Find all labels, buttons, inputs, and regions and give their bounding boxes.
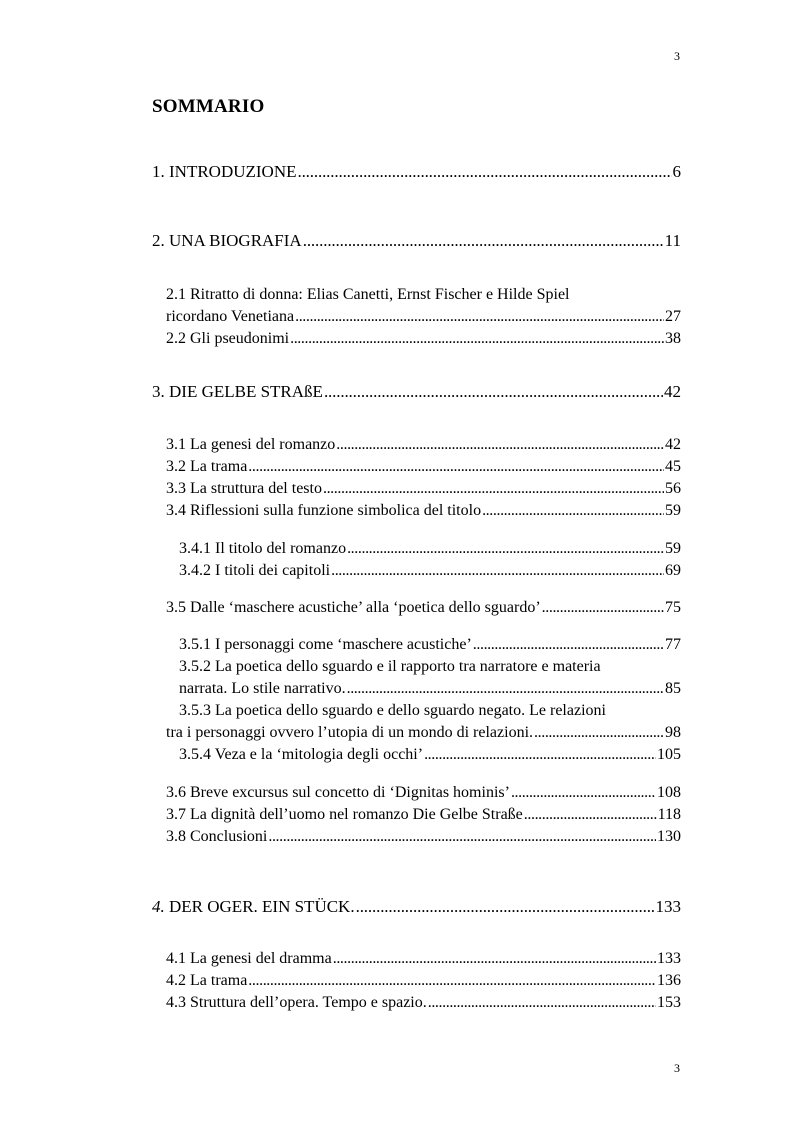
toc-entry[interactable] (179, 656, 681, 678)
toc-leader-dots (248, 970, 656, 992)
toc-entry-continuation[interactable] (166, 722, 681, 744)
toc-entry-label: 3.7 La dignità dell’uomo nel romanzo Die Gelbe Straße (166, 806, 523, 823)
toc-entry-page: 27 (665, 308, 681, 325)
toc-entry[interactable] (152, 381, 681, 403)
toc-leader-dots (542, 597, 664, 619)
toc-entry-label: 4.2 La trama (166, 972, 248, 989)
toc-leader-dots (323, 478, 664, 500)
page-number-bottom: 3 (674, 1061, 680, 1075)
toc-leader-dots (248, 456, 664, 478)
toc-entry-page: 130 (657, 828, 681, 845)
toc-leader-dots (524, 804, 657, 826)
toc-leader-dots (473, 634, 664, 656)
toc-leader-dots (333, 948, 656, 970)
toc-entry-label: tra i personaggi ovvero l’utopia di un mondo di relazioni. (166, 724, 534, 741)
toc-entry-label: 3.5.4 Veza e la ‘mitologia degli occhi’ (179, 746, 424, 763)
toc-entry[interactable] (166, 826, 681, 848)
toc-entry-label: 3.5.3 La poetica dello sguardo e dello sguardo negato. Le relazioni (179, 702, 606, 719)
toc-entry[interactable] (166, 948, 681, 970)
toc-entry[interactable] (166, 992, 681, 1014)
toc-entry-page: 69 (665, 562, 681, 579)
toc-entry[interactable] (152, 161, 681, 183)
toc-entry[interactable] (152, 230, 681, 252)
toc-entry[interactable] (166, 500, 681, 522)
toc-entry[interactable] (166, 284, 681, 306)
toc-entry-label: 3.5.2 La poetica dello sguardo e il rapporto tra narratore e materia (179, 658, 601, 675)
toc-entry-page: 136 (657, 972, 681, 989)
toc-entry-page: 59 (665, 502, 681, 519)
toc-leader-dots (297, 161, 671, 183)
toc-entry[interactable] (166, 456, 681, 478)
toc-entry-label: 3.6 Breve excursus sul concetto di ‘Dignitas hominis’ (166, 784, 510, 801)
toc-entry-label: 3.4.1 Il titolo del romanzo (179, 540, 347, 557)
toc-entry[interactable] (179, 744, 681, 766)
toc-leader-dots (331, 560, 664, 582)
toc-entry-page: 85 (665, 680, 681, 697)
toc-entry-page: 98 (665, 724, 681, 741)
toc-leader-dots (482, 500, 664, 522)
toc-entry[interactable] (179, 634, 681, 656)
toc-entry-page: 133 (655, 897, 681, 916)
toc-entry-page: 108 (657, 784, 681, 801)
page-title: SOMMARIO (152, 96, 265, 117)
toc-entry-page: 59 (665, 540, 681, 557)
toc-entry[interactable] (179, 700, 681, 722)
toc-entry-title: DER OGER. EIN STÜCK. (164, 897, 355, 916)
toc-entry-page: 38 (665, 330, 681, 347)
toc-entry-label: 3.1 La genesi del romanzo (166, 436, 336, 453)
toc-entry[interactable] (166, 328, 681, 350)
toc-entry[interactable] (166, 597, 681, 619)
toc-leader-dots (428, 992, 656, 1014)
toc-entry-page: 118 (657, 806, 681, 823)
toc-entry-label: 4.1 La genesi del dramma (166, 950, 332, 967)
toc-entry-page: 75 (665, 599, 681, 616)
toc-leader-dots (534, 722, 664, 744)
toc-entry-label: 3.4 Riflessioni sulla funzione simbolica del titolo (166, 502, 482, 519)
page-number-top: 3 (674, 49, 680, 63)
toc-entry-label: 2. UNA BIOGRAFIA (152, 231, 302, 250)
toc-entry-label: 3. DIE GELBE STRAßE (152, 382, 323, 401)
toc-entry[interactable] (152, 896, 681, 918)
toc-entry[interactable] (179, 560, 681, 582)
toc-leader-dots (303, 230, 664, 252)
toc-leader-dots (347, 678, 664, 700)
toc-entry-label: 3.8 Conclusioni (166, 828, 268, 845)
toc-entry-page: 133 (657, 950, 681, 967)
toc-entry-label: ricordano Venetiana (166, 308, 295, 325)
toc-entry-page: 105 (657, 746, 681, 763)
toc-leader-dots (324, 381, 663, 403)
toc-entry-label: 1. INTRODUZIONE (152, 162, 297, 181)
toc-entry-page: 42 (664, 382, 681, 401)
toc-leader-dots (347, 538, 664, 560)
toc-entry-page: 11 (664, 231, 681, 250)
toc-entry-label: 2.1 Ritratto di donna: Elias Canetti, Ernst Fischer e Hilde Spiel (166, 286, 570, 303)
toc-entry-label (152, 896, 355, 918)
toc-entry-continuation[interactable] (179, 678, 681, 700)
toc-entry-page: 42 (665, 436, 681, 453)
toc-entry-label: narrata. Lo stile narrativo. (179, 680, 346, 697)
toc-entry-page: 6 (672, 162, 681, 181)
toc-entry-page: 153 (657, 994, 681, 1011)
toc-entry-page: 77 (665, 636, 681, 653)
toc-leader-dots (268, 826, 656, 848)
toc-leader-dots (295, 306, 664, 328)
toc-entry-page: 56 (665, 480, 681, 497)
toc-entry-number: 4. (152, 897, 165, 916)
toc-leader-dots (511, 782, 656, 804)
toc-entry[interactable] (166, 782, 681, 804)
toc-leader-dots (424, 744, 656, 766)
toc-leader-dots (336, 434, 664, 456)
toc-entry[interactable] (166, 970, 681, 992)
toc-entry-continuation[interactable] (166, 306, 681, 328)
toc-entry-label: 3.2 La trama (166, 458, 248, 475)
toc-entry[interactable] (166, 478, 681, 500)
toc-entry-label: 3.5.1 I personaggi come ‘maschere acustiche’ (179, 636, 472, 653)
toc-entry-label: 4.3 Struttura dell’opera. Tempo e spazio. (166, 994, 427, 1011)
toc-entry-page: 45 (665, 458, 681, 475)
toc-entry[interactable] (166, 434, 681, 456)
toc-leader-dots (356, 896, 655, 918)
toc-entry-label: 3.3 La struttura del testo (166, 480, 322, 497)
toc-entry-label: 3.4.2 I titoli dei capitoli (179, 562, 331, 579)
toc-entry-label: 2.2 Gli pseudonimi (166, 330, 290, 347)
toc-entry[interactable] (166, 804, 681, 826)
toc-leader-dots (290, 328, 664, 350)
toc-entry-label: 3.5 Dalle ‘maschere acustiche’ alla ‘poetica dello sguardo’ (166, 599, 541, 616)
toc-entry[interactable] (179, 538, 681, 560)
